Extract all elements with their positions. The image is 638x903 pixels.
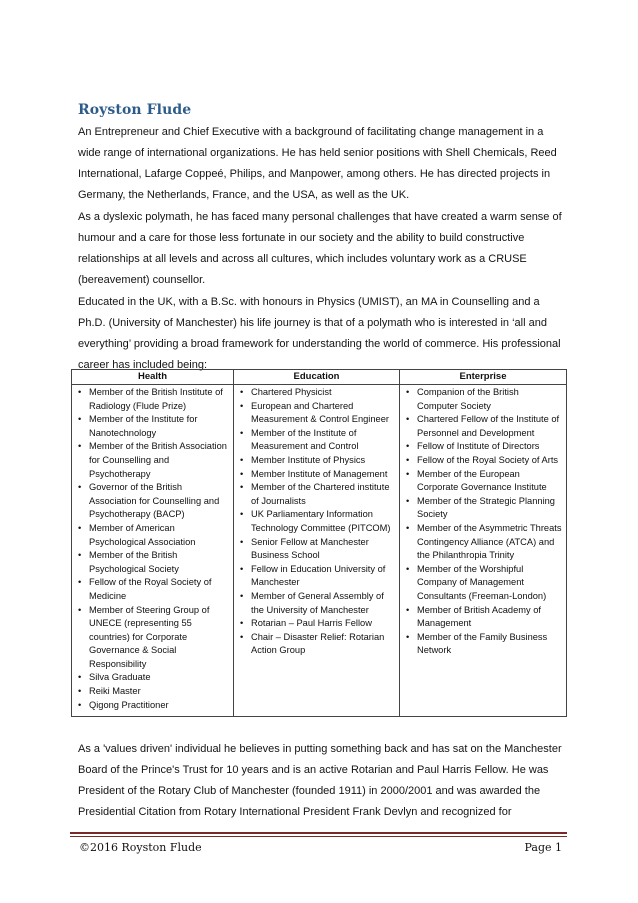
paragraph-polymath: As a dyslexic polymath, he has faced many personal challenges that have created a warm sense of humour and a care for those less fortunate in our society and the ability to build constructive relationships at all levels and across all cultures, which includes voluntary work as a CRUSE (bereavement) counsellor.	[78, 211, 562, 286]
header-enterprise: Enterprise	[400, 370, 567, 385]
table-header-row	[72, 370, 567, 385]
enterprise-list-item: • Fellow of Institute of Directors	[405, 440, 562, 454]
education-list	[234, 386, 399, 658]
table-body-row	[72, 385, 567, 717]
health-list-item: • Member of the Institute for Nanotechnology	[77, 413, 229, 440]
health-list-item: • Fellow of the Royal Society of Medicine	[77, 576, 229, 603]
enterprise-list	[400, 386, 566, 658]
health-cell	[72, 385, 234, 717]
paragraph-education: Educated in the UK, with a B.Sc. with honours in Physics (UMIST), an MA in Counselling and a Ph.D. (University of Manchester) his life journey is that of a polymath who is interested in ‘all and everything’ providing a broad framework for understanding the world of commerce. His professional career has included being:	[78, 296, 561, 371]
education-list-item: • Senior Fellow at Manchester Business School	[239, 536, 395, 563]
career-table	[71, 369, 567, 717]
health-list-item: • Reiki Master	[77, 685, 229, 699]
enterprise-cell	[400, 385, 567, 717]
enterprise-list-item: • Companion of the British Computer Society	[405, 386, 562, 413]
education-list-item: • Member Institute of Physics	[239, 454, 395, 468]
enterprise-list-item: • Member of the Worshipful Company of Management Consultants (Freeman-London)	[405, 563, 562, 604]
health-list-item: • Governor of the British Association for Counselling and Psychotherapy (BACP)	[77, 481, 229, 522]
education-list-item: • Rotarian – Paul Harris Fellow	[239, 617, 395, 631]
footer-rule-thick	[70, 832, 567, 834]
education-list-item: • Member of the Institute of Measurement and Control	[239, 427, 395, 454]
enterprise-list-item: • Fellow of the Royal Society of Arts	[405, 454, 562, 468]
enterprise-list-item: • Member of British Academy of Management	[405, 604, 562, 631]
enterprise-list-item: • Member of the European Corporate Governance Institute	[405, 468, 562, 495]
health-list-item: • Member of Steering Group of UNECE (representing 55 countries) for Corporate Governance & Social Responsibility	[77, 604, 229, 672]
enterprise-list-item: • Member of the Asymmetric Threats Contingency Alliance (ATCA) and the Philanthropia Trinity	[405, 522, 562, 563]
health-list-item: • Member of the British Psychological Society	[77, 549, 229, 576]
footer-copyright: ©2016 Royston Flude	[79, 841, 202, 854]
health-list-item: • Member of the British Institute of Radiology (Flude Prize)	[77, 386, 229, 413]
education-list-item: • European and Chartered Measurement & Control Engineer	[239, 400, 395, 427]
footer-rule-thin	[70, 836, 567, 837]
education-list-item: • Member of the Chartered institute of Journalists	[239, 481, 395, 508]
paragraph-values: As a 'values driven' individual he believes in putting something back and has sat on the Manchester Board of the Prince's Trust for 10 years and is an active Rotarian and Paul Harris Fellow. He was President of the Rotary Club of Manchester (founded 1911) in 2000/2001 and was awarded the Presidential Citation from Rotary International President Frank Devlyn and recognized for	[78, 743, 562, 818]
education-list-item: • Chair – Disaster Relief: Rotarian Action Group	[239, 631, 395, 658]
footer-page-number: Page 1	[524, 841, 562, 854]
education-list-item: • Member Institute of Management	[239, 468, 395, 482]
health-list-item: • Member of the British Association for Counselling and Psychotherapy	[77, 440, 229, 481]
header-health: Health	[72, 370, 234, 385]
health-list-item: • Silva Graduate	[77, 671, 229, 685]
enterprise-list-item: • Member of the Family Business Network	[405, 631, 562, 658]
health-list	[72, 386, 233, 712]
enterprise-list-item: • Member of the Strategic Planning Society	[405, 495, 562, 522]
health-list-item: • Member of American Psychological Association	[77, 522, 229, 549]
document-title: Royston Flude	[78, 102, 192, 118]
enterprise-list-item: • Chartered Fellow of the Institute of Personnel and Development	[405, 413, 562, 440]
header-education: Education	[234, 370, 400, 385]
education-list-item: • Member of General Assembly of the University of Manchester	[239, 590, 395, 617]
education-list-item: • UK Parliamentary Information Technology Committee (PITCOM)	[239, 508, 395, 535]
education-list-item: • Chartered Physicist	[239, 386, 395, 400]
health-list-item: • Qigong Practitioner	[77, 699, 229, 713]
education-cell	[234, 385, 400, 717]
education-list-item: • Fellow in Education University of Manchester	[239, 563, 395, 590]
paragraph-intro: An Entrepreneur and Chief Executive with a background of facilitating change management in a wide range of international organizations. He has held senior positions with Shell Chemicals, Reed International, Lafarge Coppeé, Philips, and Manpower, among others. He has directed projects in Germany, the Netherlands, France, and the USA, as well as the UK.	[78, 126, 557, 201]
